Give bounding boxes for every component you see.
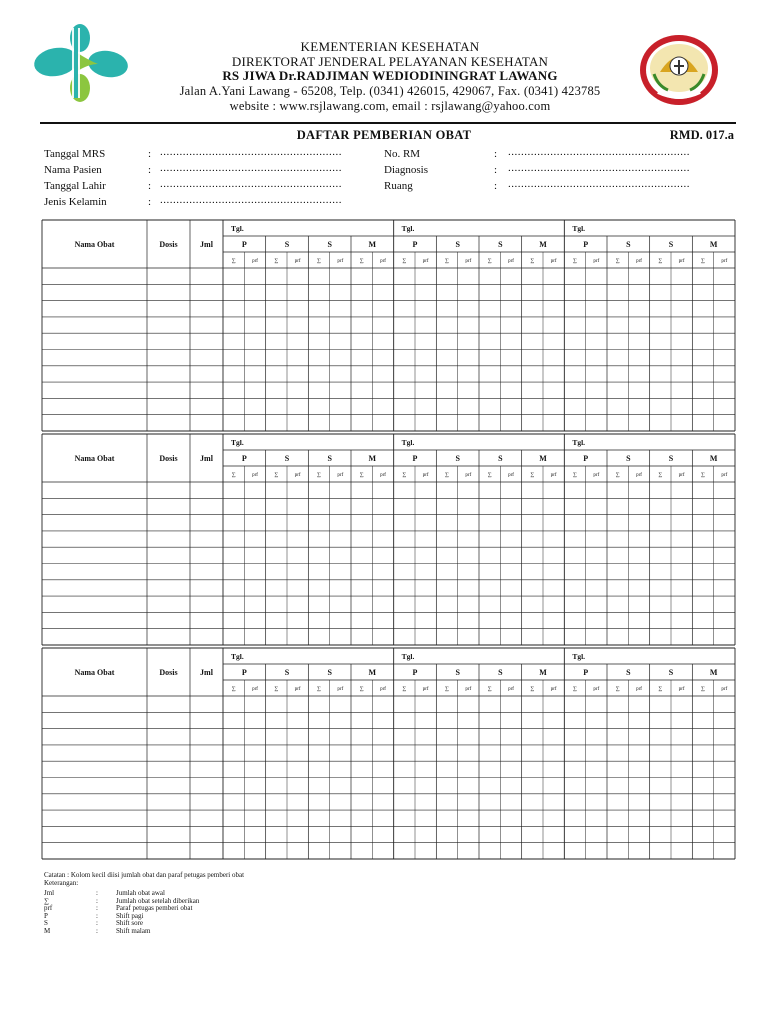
legend-row [44, 928, 344, 936]
sum-subheader: ∑ [317, 686, 321, 692]
shift-header: M [368, 668, 377, 677]
sum-subheader: ∑ [530, 472, 535, 478]
legend-colon: : [96, 911, 98, 920]
hospital-address: Jalan A.Yani Lawang - 65208, Telp. (0341) 426015, 429067, Fax. (0341) 423785 [179, 84, 601, 98]
paraf-subheader: prf [508, 473, 514, 478]
date-label: Tgl. [401, 224, 415, 233]
sum-subheader: ∑ [359, 258, 364, 264]
legend-value: Jumlah obat setelah diberikan [116, 896, 200, 905]
patient-field-colon: : [148, 164, 152, 176]
shift-header: S [327, 240, 332, 249]
paraf-subheader: prf [636, 687, 642, 692]
column-header-nama-obat: Nama Obat [74, 668, 115, 677]
legend-colon: : [96, 927, 98, 935]
directorate-name: DIREKTORAT JENDERAL PELAYANAN KESEHATAN [231, 54, 549, 69]
hospital-name: RS JIWA Dr.RADJIMAN WEDIODININGRAT LAWANG [222, 68, 558, 83]
paraf-subheader: prf [465, 259, 472, 264]
paraf-subheader: prf [337, 687, 344, 692]
paraf-subheader: prf [593, 473, 600, 478]
paraf-subheader: prf [721, 259, 728, 264]
shift-header: M [709, 454, 718, 463]
paraf-subheader: prf [550, 259, 557, 264]
patient-field-label: Tanggal Lahir [44, 180, 106, 192]
shift-header: S [668, 454, 674, 463]
document-title: DAFTAR PEMBERIAN OBAT [296, 128, 472, 142]
sum-subheader: ∑ [317, 472, 321, 478]
paraf-subheader: prf [593, 687, 600, 692]
date-label: Tgl. [401, 438, 415, 447]
paraf-subheader: prf [508, 687, 514, 692]
column-header-dosis: Dosis [159, 240, 178, 249]
paraf-subheader: prf [380, 259, 386, 264]
paraf-subheader: prf [422, 473, 429, 478]
sum-subheader: ∑ [274, 472, 279, 478]
paraf-subheader: prf [294, 687, 301, 692]
shift-header: S [455, 668, 460, 677]
paraf-subheader: prf [550, 687, 557, 692]
shift-header: P [241, 454, 247, 463]
legend-colon: : [96, 904, 98, 913]
patient-field-label: Nama Pasien [44, 164, 102, 176]
shift-header: M [709, 240, 718, 249]
record-field-colon: : [494, 180, 498, 192]
sum-subheader: ∑ [231, 686, 236, 692]
shift-header: S [327, 668, 332, 677]
ministry-name: KEMENTERIAN KESEHATAN [300, 39, 480, 54]
shift-header: M [368, 240, 377, 249]
sum-subheader: ∑ [402, 472, 407, 478]
patient-field-colon: : [148, 148, 152, 160]
sum-subheader: ∑ [658, 686, 663, 692]
legend-colon: : [96, 896, 98, 905]
sum-subheader: ∑ [615, 258, 620, 264]
sum-subheader: ∑ [359, 686, 364, 692]
patient-field-label: Tanggal MRS [44, 148, 106, 160]
date-label: Tgl. [231, 652, 244, 661]
sum-subheader: ∑ [445, 686, 449, 692]
legend-colon: : [96, 919, 98, 928]
legend-value: Jumlah obat awal [116, 889, 165, 897]
sum-subheader: ∑ [231, 258, 236, 264]
record-field-label: Diagnosis [384, 164, 428, 176]
paraf-subheader: prf [593, 259, 600, 264]
date-label: Tgl. [401, 652, 415, 661]
sum-subheader: ∑ [402, 258, 407, 264]
shift-header: M [539, 454, 547, 463]
legend-key: P [44, 911, 48, 920]
shift-header: S [455, 240, 460, 249]
sum-subheader: ∑ [487, 472, 492, 478]
paraf-subheader: prf [465, 687, 472, 692]
paraf-subheader: prf [337, 259, 344, 264]
sum-subheader: ∑ [615, 472, 620, 478]
sum-subheader: ∑ [317, 258, 321, 264]
paraf-subheader: prf [252, 687, 258, 692]
hospital-contact: website : www.rsjlawang.com, email : rsjlawang@yahoo.com [229, 99, 551, 113]
sum-subheader: ∑ [658, 258, 663, 264]
sum-subheader: ∑ [487, 258, 492, 264]
sum-subheader: ∑ [573, 686, 577, 692]
shift-header: M [539, 240, 547, 249]
paraf-subheader: prf [508, 259, 514, 264]
legend-value: Shift sore [116, 919, 144, 928]
column-header-jml: Jml [200, 454, 213, 463]
legend-key: ∑ [44, 896, 49, 905]
paraf-subheader: prf [636, 473, 642, 478]
record-field-label: No. RM [384, 148, 421, 160]
paraf-subheader: prf [465, 473, 472, 478]
date-label: Tgl. [231, 224, 244, 233]
paraf-subheader: prf [678, 259, 685, 264]
legend-value: Paraf petugas pemberi obat [116, 904, 193, 913]
paraf-subheader: prf [550, 473, 557, 478]
date-label: Tgl. [572, 224, 586, 233]
sum-subheader: ∑ [359, 472, 364, 478]
patient-field-value[interactable]: ........................................................ [160, 146, 342, 158]
document-code: RMD. 017.a [669, 128, 734, 142]
column-header-nama-obat: Nama Obat [74, 454, 115, 463]
shift-header: S [498, 454, 503, 463]
paraf-subheader: prf [636, 259, 642, 264]
record-field-value[interactable]: ........................................................ [508, 146, 690, 158]
sum-subheader: ∑ [573, 472, 577, 478]
legend-value: Shift malam [116, 927, 151, 935]
paraf-subheader: prf [380, 473, 386, 478]
record-field-value[interactable]: ........................................................ [508, 178, 690, 190]
shift-header: S [626, 240, 631, 249]
sum-subheader: ∑ [445, 258, 449, 264]
shift-header: P [241, 240, 247, 249]
sum-subheader: ∑ [701, 686, 705, 692]
sum-subheader: ∑ [615, 686, 620, 692]
record-field-label: Ruang [384, 180, 413, 192]
shift-header: S [668, 668, 674, 677]
shift-header: P [412, 240, 418, 249]
sum-subheader: ∑ [701, 258, 705, 264]
patient-field-value[interactable]: ........................................................ [160, 194, 342, 206]
sum-subheader: ∑ [274, 686, 279, 692]
legend-colon: : [96, 889, 98, 897]
paraf-subheader: prf [380, 687, 386, 692]
paraf-subheader: prf [294, 473, 301, 478]
legend-key: prf [44, 904, 53, 913]
legend-key: Jml [44, 889, 55, 897]
shift-header: M [539, 668, 547, 677]
sum-subheader: ∑ [231, 472, 236, 478]
record-field-colon: : [494, 164, 498, 176]
sum-subheader: ∑ [530, 686, 535, 692]
column-header-nama-obat: Nama Obat [74, 240, 115, 249]
patient-field-label: Jenis Kelamin [44, 196, 107, 208]
sum-subheader: ∑ [402, 686, 407, 692]
patient-field-value[interactable]: ........................................................ [160, 178, 342, 190]
legend-key: M [44, 927, 51, 935]
sum-subheader: ∑ [701, 472, 705, 478]
paraf-subheader: prf [678, 687, 685, 692]
shift-header: S [284, 668, 290, 677]
paraf-subheader: prf [721, 473, 728, 478]
paraf-subheader: prf [422, 259, 429, 264]
column-header-dosis: Dosis [159, 668, 178, 677]
shift-header: S [626, 454, 631, 463]
shift-header: P [412, 668, 418, 677]
paraf-subheader: prf [721, 687, 728, 692]
record-field-colon: : [494, 148, 498, 160]
patient-field-value[interactable]: ........................................................ [160, 162, 342, 174]
shift-header: P [241, 668, 247, 677]
patient-field-colon: : [148, 196, 152, 208]
shift-header: S [498, 668, 503, 677]
note-keterangan-title: Keterangan: [44, 879, 79, 887]
legend-value: Shift pagi [116, 911, 144, 920]
shift-header: M [709, 668, 718, 677]
shift-header: S [498, 240, 503, 249]
shift-header: S [327, 454, 332, 463]
record-field-value[interactable]: ........................................................ [508, 162, 690, 174]
shift-header: S [284, 240, 290, 249]
patient-field-colon: : [148, 180, 152, 192]
date-label: Tgl. [231, 438, 244, 447]
sum-subheader: ∑ [573, 258, 577, 264]
shift-header: S [455, 454, 460, 463]
sum-subheader: ∑ [658, 472, 663, 478]
date-label: Tgl. [572, 438, 586, 447]
shift-header: P [583, 668, 589, 677]
sum-subheader: ∑ [530, 258, 535, 264]
shift-header: P [412, 454, 418, 463]
shift-header: S [284, 454, 290, 463]
date-label: Tgl. [572, 652, 586, 661]
shift-header: M [368, 454, 377, 463]
paraf-subheader: prf [678, 473, 685, 478]
note-catatan: Catatan : Kolom kecil diisi jumlah obat dan paraf petugas pemberi obat [44, 871, 245, 879]
shift-header: P [583, 454, 589, 463]
column-header-jml: Jml [200, 240, 213, 249]
sum-subheader: ∑ [445, 472, 449, 478]
shift-header: S [668, 240, 674, 249]
column-header-jml: Jml [200, 668, 213, 677]
shift-header: P [583, 240, 589, 249]
column-header-dosis: Dosis [159, 454, 178, 463]
paraf-subheader: prf [422, 687, 429, 692]
paraf-subheader: prf [252, 259, 258, 264]
shift-header: S [626, 668, 631, 677]
sum-subheader: ∑ [274, 258, 279, 264]
legend-key: S [44, 919, 48, 928]
paraf-subheader: prf [252, 473, 258, 478]
sum-subheader: ∑ [487, 686, 492, 692]
paraf-subheader: prf [337, 473, 344, 478]
paraf-subheader: prf [294, 259, 301, 264]
